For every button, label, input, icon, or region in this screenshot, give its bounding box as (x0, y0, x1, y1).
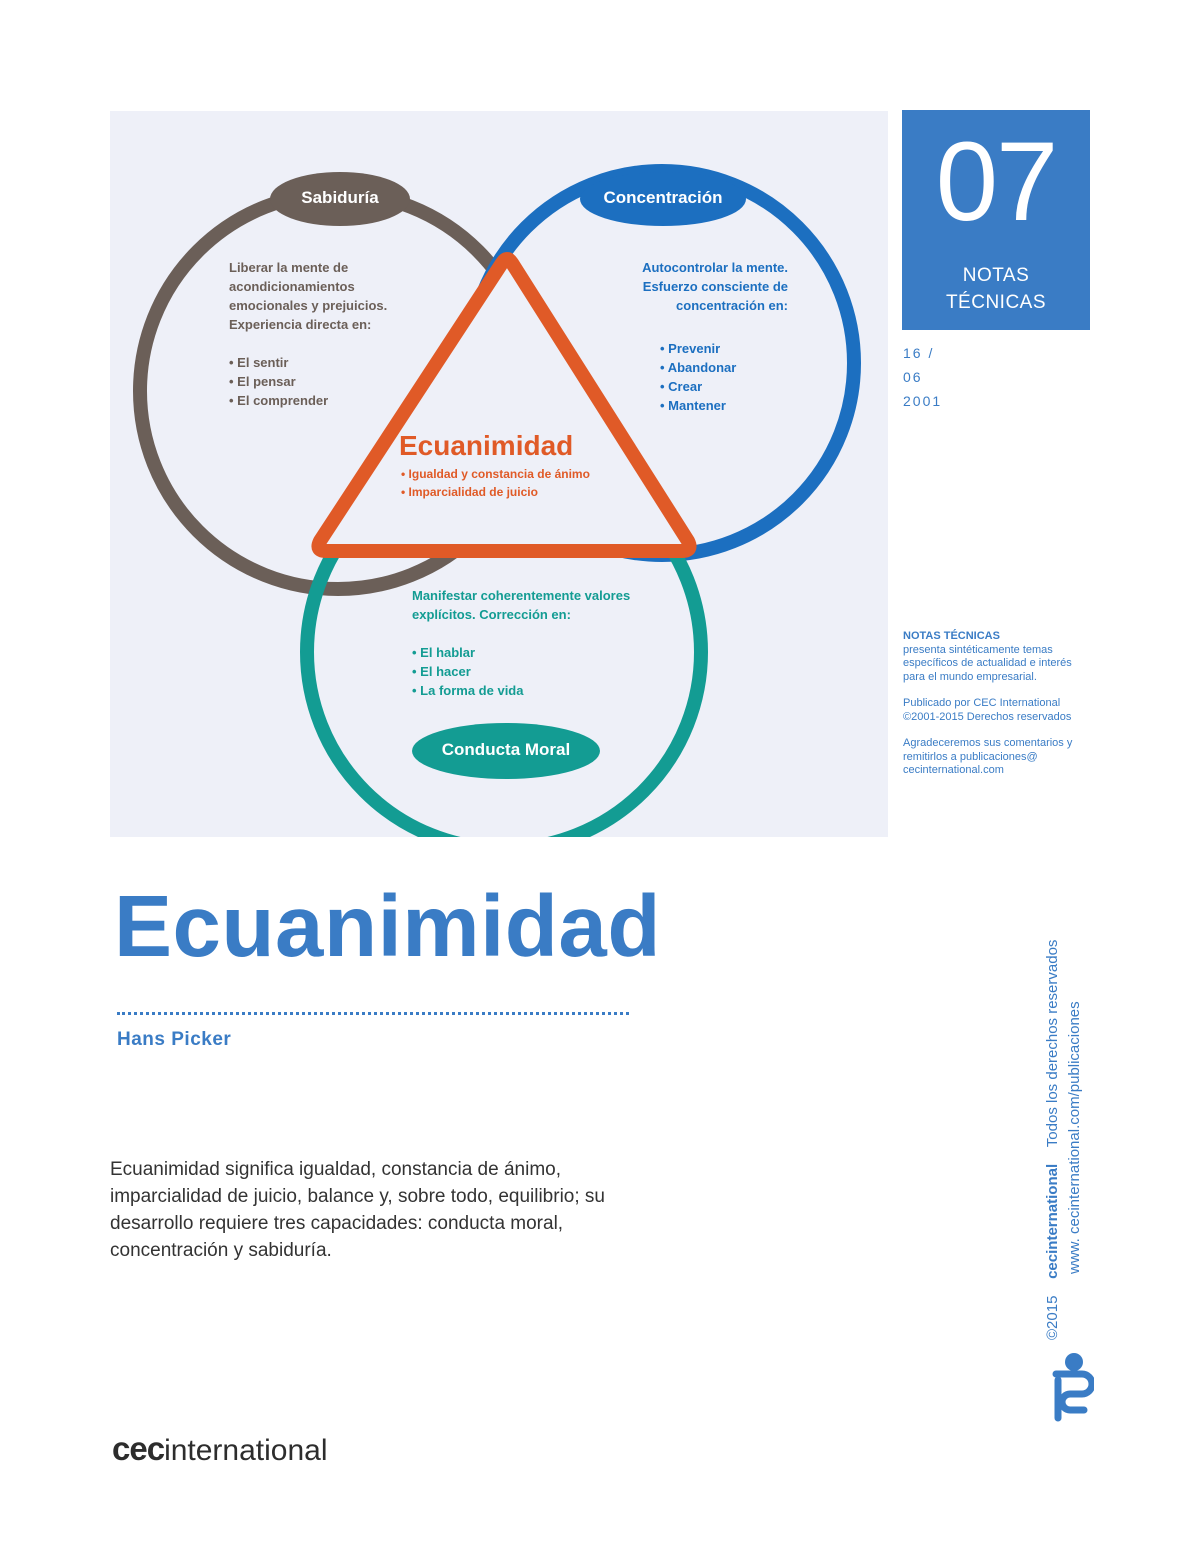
cec-mark-icon (1050, 1352, 1094, 1424)
list-item: • Imparcialidad de juicio (401, 483, 649, 501)
concentracion-list (660, 339, 790, 415)
logo-bold: cec (112, 1430, 165, 1467)
list-item: • El comprender (229, 391, 419, 410)
publication-date (903, 341, 942, 413)
concentracion-list-wrap (660, 339, 790, 415)
list-item: • Mantener (660, 396, 790, 415)
sabiduria-description (229, 258, 419, 410)
conducta-label: Conducta Moral (441, 740, 571, 759)
diagram-panel (110, 111, 888, 837)
credit-line-1 (1042, 940, 1064, 1340)
sidebar-published: Publicado por CEC International ©2001-2015 Derechos reservados (903, 697, 1072, 723)
concentracion-text: Autocontrolar la mente. Esfuerzo consciente de concentración en: (642, 260, 788, 313)
sabiduria-list (229, 353, 419, 410)
concentracion-label: Concentración (603, 188, 723, 207)
dotted-divider (117, 1012, 629, 1015)
date-year: 2001 (903, 393, 943, 409)
list-item: • El hablar (412, 643, 667, 662)
cec-logo (112, 1430, 328, 1468)
page-title: Ecuanimidad (114, 878, 661, 975)
list-item: • El sentir (229, 353, 419, 372)
conducta-description (412, 586, 667, 700)
ecuanimidad-list (399, 465, 649, 501)
issue-series-line2: TÉCNICAS (945, 292, 1047, 313)
issue-series-line1: NOTAS (962, 265, 1030, 286)
date-day: 16 / (903, 345, 935, 361)
copyright-text: ©2015 (1044, 1295, 1061, 1340)
issue-number: 07 (935, 119, 1057, 244)
concentracion-description (608, 258, 788, 315)
issue-series (902, 262, 1090, 316)
sidebar-info (903, 630, 1083, 791)
sidebar-header: NOTAS TÉCNICAS (903, 630, 1000, 642)
list-item: • La forma de vida (412, 681, 667, 700)
credit-url: www. cecinternational.com/publicaciones (1066, 1001, 1083, 1274)
sabiduria-label: Sabiduría (301, 188, 379, 207)
logo-rest: international (164, 1434, 328, 1467)
credit-brand: cecinternational (1044, 1163, 1061, 1279)
conducta-text: Manifestar coherentemente valores explícitos. Corrección en: (412, 588, 631, 622)
list-item: • El pensar (229, 372, 419, 391)
vertical-credit (1042, 940, 1086, 1340)
list-item: • Igualdad y constancia de ánimo (401, 465, 649, 483)
author-name: Hans Picker (117, 1029, 232, 1050)
abstract-paragraph: Ecuanimidad significa igualdad, constancia de ánimo, imparcialidad de juicio, balance y, sobre todo, equilibrio; su desarrollo requiere tres capacidades: conducta moral, concentración y sabiduría. (110, 1159, 605, 1261)
sidebar-contact: Agradeceremos sus comentarios y remitirlos a publicaciones@ cecinternational.com (903, 737, 1073, 776)
rights-text: Todos los derechos reservados (1044, 939, 1061, 1148)
list-item: • Crear (660, 377, 790, 396)
issue-box (902, 110, 1090, 330)
ecuanimidad-center (399, 427, 649, 501)
conducta-list (412, 643, 667, 700)
ecuanimidad-center-label: Ecuanimidad (399, 430, 574, 461)
list-item: • El hacer (412, 662, 667, 681)
list-item: • Prevenir (660, 339, 790, 358)
date-month: 06 (903, 369, 923, 385)
list-item: • Abandonar (660, 358, 790, 377)
sabiduria-text: Liberar la mente de acondicionamientos emocionales y prejuicios. Experiencia directa en: (229, 260, 388, 332)
sidebar-description: presenta sintéticamente temas específicos de actualidad e interés para el mundo empresarial. (903, 643, 1072, 683)
